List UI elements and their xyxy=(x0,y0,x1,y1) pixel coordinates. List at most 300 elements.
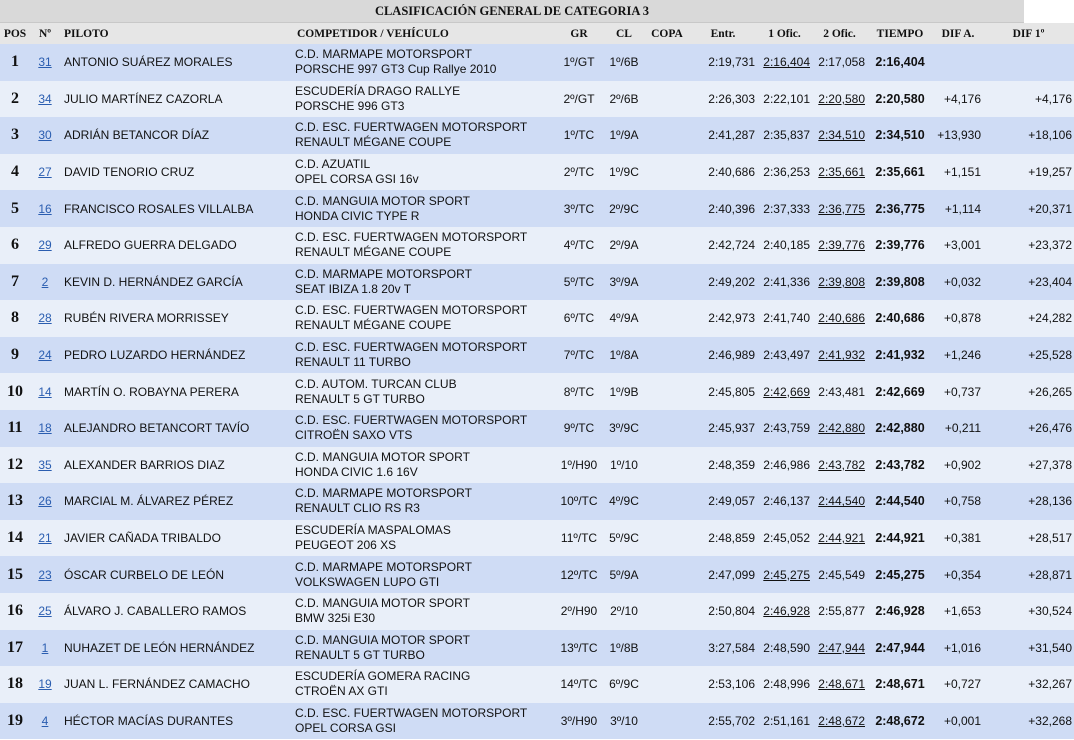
vehicle-name: PEUGEOT 206 XS xyxy=(295,538,397,553)
official2-time-cell: 2:43,481 xyxy=(818,384,865,399)
driver-name: HÉCTOR MACÍAS DURANTES xyxy=(64,713,234,728)
official2-time-cell: 2:36,775 xyxy=(818,201,865,216)
diff-leader-cell: +31,540 xyxy=(1028,640,1072,655)
diff-previous-cell: +0,878 xyxy=(943,311,981,326)
driver-name: MARCIAL M. ÁLVAREZ PÉREZ xyxy=(64,494,234,509)
car-number-link[interactable]: 25 xyxy=(38,604,52,619)
entr-time-cell: 3:27,584 xyxy=(708,640,755,655)
entr-time-cell: 2:48,859 xyxy=(708,531,755,546)
car-number-cell xyxy=(30,410,60,447)
competitor-vehicle-cell xyxy=(293,593,555,630)
group-cell: 13º/TC xyxy=(560,640,598,655)
group-cell: 2º/H90 xyxy=(560,604,598,619)
car-number-link[interactable]: 16 xyxy=(38,201,52,216)
vehicle-name: CTROËN AX GTI xyxy=(295,684,388,699)
vehicle-name: HONDA CIVIC 1.6 16V xyxy=(295,464,418,479)
car-number-link[interactable]: 34 xyxy=(38,91,52,106)
competitor-name: C.D. AZUATIL xyxy=(295,157,371,172)
class-cell: 1º/10 xyxy=(610,457,638,472)
diff-leader-cell: +26,265 xyxy=(1028,384,1072,399)
copa-cell xyxy=(645,300,689,337)
best-time-cell: 2:39,808 xyxy=(875,274,925,289)
position-cell: 13 xyxy=(7,492,23,510)
class-cell: 1º/9A xyxy=(609,128,639,143)
diff-previous-cell: +4,176 xyxy=(943,91,981,106)
official2-time-cell: 2:48,672 xyxy=(818,713,865,728)
class-cell: 2º/6B xyxy=(609,91,639,106)
class-cell: 5º/9A xyxy=(609,567,639,582)
entr-time-cell: 2:40,396 xyxy=(708,201,755,216)
position-cell: 5 xyxy=(11,199,19,217)
official2-time-cell: 2:55,877 xyxy=(818,604,865,619)
car-number-cell xyxy=(30,630,60,667)
vehicle-name: BMW 325i E30 xyxy=(295,611,376,626)
group-cell: 11º/TC xyxy=(560,531,598,546)
car-number-link[interactable]: 14 xyxy=(38,384,52,399)
group-cell: 3º/H90 xyxy=(560,713,598,728)
competitor-name: C.D. MANGUIA MOTOR SPORT xyxy=(295,596,470,611)
table-row xyxy=(0,154,1074,191)
position-cell: 14 xyxy=(7,529,23,547)
diff-previous-cell: +0,737 xyxy=(943,384,981,399)
best-time-cell: 2:40,686 xyxy=(875,311,925,326)
diff-leader-cell: +23,404 xyxy=(1028,274,1072,289)
car-number-link[interactable]: 35 xyxy=(38,457,52,472)
competitor-name: C.D. ESC. FUERTWAGEN MOTORSPORT xyxy=(295,340,528,355)
official1-time-cell: 2:51,161 xyxy=(763,713,810,728)
official1-time-cell: 2:43,759 xyxy=(763,421,810,436)
class-cell: 3º/10 xyxy=(610,713,638,728)
position-cell: 1 xyxy=(11,53,19,71)
car-number-link[interactable]: 26 xyxy=(38,494,52,509)
diff-previous-cell: +13,930 xyxy=(937,128,981,143)
driver-name: ANTONIO SUÁREZ MORALES xyxy=(64,55,233,70)
entr-time-cell: 2:42,973 xyxy=(708,311,755,326)
diff-previous-cell: +1,151 xyxy=(943,165,981,180)
header-difa: DIF A. xyxy=(933,23,983,44)
table-row xyxy=(0,703,1074,740)
position-cell: 15 xyxy=(7,565,23,583)
competitor-vehicle-cell xyxy=(293,666,555,703)
copa-cell xyxy=(645,81,689,118)
copa-cell xyxy=(645,520,689,557)
best-time-cell: 2:43,782 xyxy=(875,457,925,472)
diff-previous-cell: +0,381 xyxy=(943,531,981,546)
group-cell: 7º/TC xyxy=(563,348,595,363)
car-number-cell xyxy=(30,556,60,593)
car-number-link[interactable]: 27 xyxy=(38,165,52,180)
diff-previous-cell: +0,032 xyxy=(943,274,981,289)
diff-leader-cell: +19,257 xyxy=(1028,165,1072,180)
official1-time-cell: 2:46,137 xyxy=(763,494,810,509)
page-title: CLASIFICACIÓN GENERAL DE CATEGORIA 3 xyxy=(0,0,1024,23)
car-number-link[interactable]: 28 xyxy=(38,311,52,326)
car-number-cell xyxy=(30,117,60,154)
table-row xyxy=(0,483,1074,520)
class-cell: 2º/10 xyxy=(610,604,638,619)
class-cell: 3º/9A xyxy=(609,274,639,289)
class-cell: 1º/6B xyxy=(609,55,639,70)
entr-time-cell: 2:41,287 xyxy=(708,128,755,143)
car-number-cell xyxy=(30,373,60,410)
copa-cell xyxy=(645,447,689,484)
diff-previous-cell: +3,001 xyxy=(943,238,981,253)
entr-time-cell: 2:46,989 xyxy=(708,348,755,363)
car-number-cell xyxy=(30,154,60,191)
class-cell: 1º/9B xyxy=(609,384,639,399)
official1-time-cell: 2:48,996 xyxy=(763,677,810,692)
competitor-vehicle-cell xyxy=(293,373,555,410)
table-row xyxy=(0,666,1074,703)
driver-name: ÁLVARO J. CABALLERO RAMOS xyxy=(64,604,247,619)
position-cell: 3 xyxy=(11,126,19,144)
official1-time-cell: 2:37,333 xyxy=(763,201,810,216)
vehicle-name: OPEL CORSA GSI xyxy=(295,720,396,735)
competitor-vehicle-cell xyxy=(293,264,555,301)
official2-time-cell: 2:47,944 xyxy=(818,640,865,655)
best-time-cell: 2:16,404 xyxy=(875,55,925,70)
competitor-name: C.D. MARMAPE MOTORSPORT xyxy=(295,559,472,574)
official2-time-cell: 2:34,510 xyxy=(818,128,865,143)
car-number-cell xyxy=(30,666,60,703)
car-number-cell xyxy=(30,703,60,740)
table-row xyxy=(0,117,1074,154)
car-number-cell xyxy=(30,300,60,337)
official1-time-cell: 2:43,497 xyxy=(763,348,810,363)
copa-cell xyxy=(645,630,689,667)
table-row xyxy=(0,556,1074,593)
official2-time-cell: 2:44,921 xyxy=(818,531,865,546)
header-dif1: DIF 1º xyxy=(983,23,1074,44)
official1-time-cell: 2:48,590 xyxy=(763,640,810,655)
driver-name: ALFREDO GUERRA DELGADO xyxy=(64,238,237,253)
copa-cell xyxy=(645,666,689,703)
group-cell: 10º/TC xyxy=(560,494,598,509)
official1-time-cell: 2:42,669 xyxy=(763,384,810,399)
best-time-cell: 2:47,944 xyxy=(875,640,925,655)
entr-time-cell: 2:19,731 xyxy=(708,55,755,70)
official2-time-cell: 2:44,540 xyxy=(818,494,865,509)
competitor-name: C.D. ESC. FUERTWAGEN MOTORSPORT xyxy=(295,120,528,135)
position-cell: 6 xyxy=(11,236,19,254)
official1-time-cell: 2:40,185 xyxy=(763,238,810,253)
driver-name: NUHAZET DE LEÓN HERNÁNDEZ xyxy=(64,640,255,655)
position-cell: 17 xyxy=(7,638,23,656)
class-cell: 2º/9C xyxy=(609,201,639,216)
diff-previous-cell: +0,211 xyxy=(944,421,981,436)
best-time-cell: 2:42,669 xyxy=(875,384,925,399)
official1-time-cell: 2:41,740 xyxy=(763,311,810,326)
entr-time-cell: 2:47,099 xyxy=(708,567,755,582)
vehicle-name: RENAULT 5 GT TURBO xyxy=(295,391,425,406)
entr-time-cell: 2:26,303 xyxy=(708,91,755,106)
copa-cell xyxy=(645,117,689,154)
competitor-vehicle-cell xyxy=(293,227,555,264)
table-row xyxy=(0,264,1074,301)
diff-previous-cell: +1,246 xyxy=(943,348,981,363)
diff-leader-cell xyxy=(983,44,1074,81)
driver-name: RUBÉN RIVERA MORRISSEY xyxy=(64,311,229,326)
group-cell: 2º/GT xyxy=(563,91,595,106)
official1-time-cell: 2:16,404 xyxy=(763,55,810,70)
car-number-link[interactable]: 19 xyxy=(38,677,52,692)
vehicle-name: RENAULT CLIO RS R3 xyxy=(295,501,420,516)
competitor-name: C.D. MANGUIA MOTOR SPORT xyxy=(295,449,470,464)
car-number-link[interactable]: 18 xyxy=(38,421,52,436)
diff-leader-cell: +23,372 xyxy=(1028,238,1072,253)
group-cell: 1º/TC xyxy=(563,128,595,143)
diff-leader-cell: +32,267 xyxy=(1028,677,1072,692)
entr-time-cell: 2:50,804 xyxy=(708,604,755,619)
competitor-name: ESCUDERÍA MASPALOMAS xyxy=(295,523,451,538)
header-gr: GR xyxy=(555,23,603,44)
competitor-name: ESCUDERÍA GOMERA RACING xyxy=(295,669,471,684)
header-of1: 1 Ofic. xyxy=(757,23,812,44)
car-number-cell xyxy=(30,44,60,81)
official2-time-cell: 2:20,580 xyxy=(818,91,865,106)
copa-cell xyxy=(645,556,689,593)
entr-time-cell: 2:40,686 xyxy=(708,165,755,180)
diff-leader-cell: +25,528 xyxy=(1028,348,1072,363)
competitor-name: C.D. ESC. FUERTWAGEN MOTORSPORT xyxy=(295,413,528,428)
position-cell: 12 xyxy=(7,455,23,473)
competitor-name: C.D. AUTOM. TURCAN CLUB xyxy=(295,376,457,391)
results-table xyxy=(0,23,1074,739)
class-cell: 6º/9C xyxy=(609,677,639,692)
diff-leader-cell: +32,268 xyxy=(1028,713,1072,728)
header-num: Nº xyxy=(30,23,60,44)
header-cl: CL xyxy=(603,23,645,44)
copa-cell xyxy=(645,154,689,191)
entr-time-cell: 2:55,702 xyxy=(708,713,755,728)
table-row xyxy=(0,447,1074,484)
table-row xyxy=(0,373,1074,410)
car-number-link[interactable]: 21 xyxy=(38,531,52,546)
copa-cell xyxy=(645,227,689,264)
table-row xyxy=(0,410,1074,447)
official2-time-cell: 2:42,880 xyxy=(818,421,865,436)
competitor-name: C.D. ESC. FUERTWAGEN MOTORSPORT xyxy=(295,230,528,245)
official2-time-cell: 2:35,661 xyxy=(818,165,865,180)
vehicle-name: RENAULT 11 TURBO xyxy=(295,355,411,370)
best-time-cell: 2:34,510 xyxy=(875,128,925,143)
diff-leader-cell: +18,106 xyxy=(1028,128,1072,143)
competitor-name: C.D. ESC. FUERTWAGEN MOTORSPORT xyxy=(295,303,528,318)
official1-time-cell: 2:45,052 xyxy=(763,531,810,546)
header-of2: 2 Ofic. xyxy=(812,23,867,44)
car-number-cell xyxy=(30,190,60,227)
copa-cell xyxy=(645,44,689,81)
copa-cell xyxy=(645,410,689,447)
car-number-link[interactable]: 31 xyxy=(38,55,52,70)
vehicle-name: HONDA CIVIC TYPE R xyxy=(295,208,420,223)
diff-previous-cell: +0,001 xyxy=(943,713,981,728)
car-number-link[interactable]: 1 xyxy=(41,640,49,655)
diff-previous-cell: +1,653 xyxy=(943,604,981,619)
official1-time-cell: 2:46,928 xyxy=(763,604,810,619)
table-row xyxy=(0,337,1074,374)
diff-leader-cell: +28,517 xyxy=(1028,531,1072,546)
header-copa: COPA xyxy=(645,23,689,44)
group-cell: 2º/TC xyxy=(563,165,595,180)
official2-time-cell: 2:41,932 xyxy=(818,348,865,363)
competitor-vehicle-cell xyxy=(293,410,555,447)
car-number-cell xyxy=(30,264,60,301)
competitor-name: C.D. MARMAPE MOTORSPORT xyxy=(295,266,472,281)
driver-name: ALEXANDER BARRIOS DIAZ xyxy=(64,457,225,472)
diff-previous-cell: +0,354 xyxy=(943,567,981,582)
car-number-cell xyxy=(30,337,60,374)
car-number-link[interactable]: 23 xyxy=(38,567,52,582)
entr-time-cell: 2:48,359 xyxy=(708,457,755,472)
group-cell: 4º/TC xyxy=(563,238,595,253)
official1-time-cell: 2:45,275 xyxy=(763,567,810,582)
driver-name: MARTÍN O. ROBAYNA PERERA xyxy=(64,384,239,399)
diff-previous-cell: +1,114 xyxy=(944,201,981,216)
best-time-cell: 2:41,932 xyxy=(875,348,925,363)
car-number-link[interactable]: 24 xyxy=(38,348,52,363)
official2-time-cell: 2:45,549 xyxy=(818,567,865,582)
official1-time-cell: 2:46,986 xyxy=(763,457,810,472)
entr-time-cell: 2:45,805 xyxy=(708,384,755,399)
car-number-cell xyxy=(30,447,60,484)
group-cell: 1º/H90 xyxy=(560,457,598,472)
copa-cell xyxy=(645,703,689,740)
car-number-cell xyxy=(30,520,60,557)
vehicle-name: OPEL CORSA GSI 16v xyxy=(295,172,419,187)
driver-name: JUAN L. FERNÁNDEZ CAMACHO xyxy=(64,677,251,692)
competitor-vehicle-cell xyxy=(293,337,555,374)
diff-previous-cell: +1,016 xyxy=(943,640,981,655)
class-cell: 2º/9A xyxy=(609,238,639,253)
group-cell: 9º/TC xyxy=(563,421,595,436)
driver-name: ALEJANDRO BETANCORT TAVÍO xyxy=(64,421,250,436)
header-entr: Entr. xyxy=(689,23,757,44)
vehicle-name: VOLKSWAGEN LUPO GTI xyxy=(295,574,440,589)
competitor-vehicle-cell xyxy=(293,447,555,484)
car-number-link[interactable]: 30 xyxy=(38,128,52,143)
driver-name: JULIO MARTÍNEZ CAZORLA xyxy=(64,91,223,106)
car-number-link[interactable]: 2 xyxy=(41,274,49,289)
diff-leader-cell: +28,136 xyxy=(1028,494,1072,509)
competitor-vehicle-cell xyxy=(293,630,555,667)
class-cell: 4º/9A xyxy=(609,311,639,326)
position-cell: 19 xyxy=(7,711,23,729)
diff-leader-cell: +30,524 xyxy=(1028,604,1072,619)
best-time-cell: 2:48,671 xyxy=(875,677,925,692)
table-row xyxy=(0,300,1074,337)
official1-time-cell: 2:41,336 xyxy=(763,274,810,289)
official1-time-cell: 2:35,837 xyxy=(763,128,810,143)
copa-cell xyxy=(645,483,689,520)
competitor-vehicle-cell xyxy=(293,117,555,154)
entr-time-cell: 2:53,106 xyxy=(708,677,755,692)
competitor-name: ESCUDERÍA DRAGO RALLYE xyxy=(295,83,461,98)
competitor-vehicle-cell xyxy=(293,483,555,520)
position-cell: 8 xyxy=(11,309,19,327)
copa-cell xyxy=(645,373,689,410)
official1-time-cell: 2:22,101 xyxy=(763,91,810,106)
group-cell: 12º/TC xyxy=(560,567,598,582)
table-row xyxy=(0,190,1074,227)
official2-time-cell: 2:48,671 xyxy=(818,677,865,692)
position-cell: 2 xyxy=(11,89,19,107)
diff-previous-cell: +0,727 xyxy=(943,677,981,692)
diff-leader-cell: +28,871 xyxy=(1028,567,1072,582)
best-time-cell: 2:39,776 xyxy=(875,238,925,253)
car-number-cell xyxy=(30,593,60,630)
official1-time-cell: 2:36,253 xyxy=(763,165,810,180)
driver-name: DAVID TENORIO CRUZ xyxy=(64,165,195,180)
header-competidor: COMPETIDOR / VEHÍCULO xyxy=(293,23,555,44)
car-number-link[interactable]: 4 xyxy=(41,713,49,728)
competitor-vehicle-cell xyxy=(293,703,555,740)
table-row xyxy=(0,44,1074,81)
vehicle-name: SEAT IBIZA 1.8 20v T xyxy=(295,281,412,296)
diff-leader-cell: +27,378 xyxy=(1028,457,1072,472)
competitor-name: C.D. ESC. FUERTWAGEN MOTORSPORT xyxy=(295,705,528,720)
table-row xyxy=(0,593,1074,630)
official2-time-cell: 2:39,776 xyxy=(818,238,865,253)
class-cell: 4º/9C xyxy=(609,494,639,509)
vehicle-name: CITROËN SAXO VTS xyxy=(295,428,413,443)
position-cell: 9 xyxy=(11,346,19,364)
class-cell: 1º/8A xyxy=(609,348,639,363)
driver-name: PEDRO LUZARDO HERNÁNDEZ xyxy=(64,348,246,363)
driver-name: KEVIN D. HERNÁNDEZ GARCÍA xyxy=(64,274,243,289)
car-number-link[interactable]: 29 xyxy=(38,238,52,253)
best-time-cell: 2:42,880 xyxy=(875,421,925,436)
table-row xyxy=(0,520,1074,557)
competitor-name: C.D. MARMAPE MOTORSPORT xyxy=(295,486,472,501)
group-cell: 6º/TC xyxy=(563,311,595,326)
class-cell: 3º/9C xyxy=(609,421,639,436)
official2-time-cell: 2:40,686 xyxy=(818,311,865,326)
best-time-cell: 2:46,928 xyxy=(875,604,925,619)
car-number-cell xyxy=(30,81,60,118)
best-time-cell: 2:48,672 xyxy=(875,713,925,728)
competitor-vehicle-cell xyxy=(293,556,555,593)
competitor-vehicle-cell xyxy=(293,190,555,227)
group-cell: 14º/TC xyxy=(560,677,598,692)
copa-cell xyxy=(645,264,689,301)
copa-cell xyxy=(645,190,689,227)
table-row xyxy=(0,630,1074,667)
diff-previous-cell xyxy=(933,44,983,81)
position-cell: 11 xyxy=(7,419,23,437)
car-number-cell xyxy=(30,483,60,520)
header-tiempo: TIEMPO xyxy=(867,23,933,44)
vehicle-name: RENAULT MÉGANE COUPE xyxy=(295,135,452,150)
diff-previous-cell: +0,758 xyxy=(943,494,981,509)
vehicle-name: RENAULT MÉGANE COUPE xyxy=(295,318,452,333)
driver-name: ADRIÁN BETANCOR DÍAZ xyxy=(64,128,210,143)
table-row xyxy=(0,81,1074,118)
position-cell: 4 xyxy=(11,163,19,181)
entr-time-cell: 2:49,202 xyxy=(708,274,755,289)
best-time-cell: 2:44,921 xyxy=(875,531,925,546)
vehicle-name: PORSCHE 996 GT3 xyxy=(295,98,405,113)
car-number-cell xyxy=(30,227,60,264)
diff-leader-cell: +26,476 xyxy=(1028,421,1072,436)
competitor-vehicle-cell xyxy=(293,154,555,191)
driver-name: ÓSCAR CURBELO DE LEÓN xyxy=(64,567,225,582)
position-cell: 10 xyxy=(7,382,23,400)
diff-previous-cell: +0,902 xyxy=(943,457,981,472)
position-cell: 16 xyxy=(7,602,23,620)
driver-name: FRANCISCO ROSALES VILLALBA xyxy=(64,201,254,216)
competitor-name: C.D. MANGUIA MOTOR SPORT xyxy=(295,193,470,208)
